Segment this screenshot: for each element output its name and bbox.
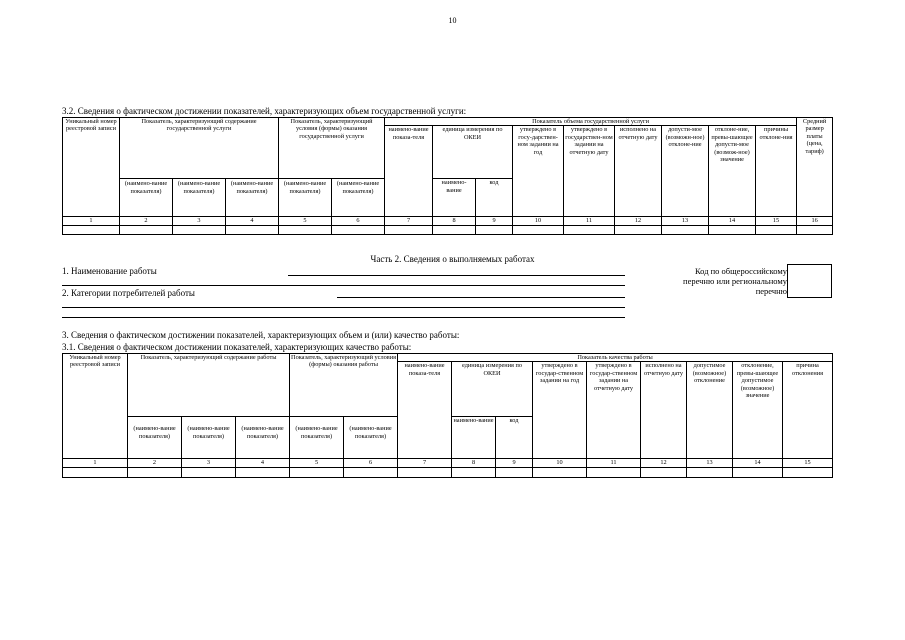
column-number: 15: [783, 459, 833, 468]
table-cell[interactable]: [733, 468, 783, 478]
header-quality-indicator: Показатель качества работы: [398, 354, 833, 362]
table-cell[interactable]: [641, 468, 687, 478]
consumers-line-3[interactable]: [62, 317, 625, 318]
header-content-indicator: Показатель, характеризующий содержание государственной услуги: [120, 118, 279, 179]
column-number: 13: [662, 217, 709, 226]
column-number: 7: [398, 459, 452, 468]
table-cell[interactable]: [433, 226, 476, 235]
header-unique-number: Уникальный номер реестровой записи: [63, 354, 128, 459]
column-number: 15: [756, 217, 797, 226]
sub-indicator-name: (наимено-вание показателя): [290, 417, 344, 459]
column-number: 1: [63, 217, 120, 226]
table-cell[interactable]: [476, 226, 513, 235]
column-number: 3: [173, 217, 226, 226]
table-cell[interactable]: [452, 468, 496, 478]
table-cell[interactable]: [533, 468, 587, 478]
table-cell[interactable]: [587, 468, 641, 478]
header-volume-indicator: Показатель объема государственной услуги: [385, 118, 797, 126]
header-deviation-reason: причина отклонения: [783, 362, 833, 459]
sub-indicator-name: (наимено-вание показателя): [120, 179, 173, 217]
column-number: 2: [128, 459, 182, 468]
column-number: 8: [452, 459, 496, 468]
page-number: 10: [448, 16, 457, 25]
header-excess-deviation: отклоне-ние, превы-шающее допусти-мое (возмож-ное) значение: [709, 126, 756, 217]
column-number: 2: [120, 217, 173, 226]
table-cell[interactable]: [63, 226, 120, 235]
header-excess-deviation: отклонение, превы-шающее допустимое (возможное) значение: [733, 362, 783, 459]
consumers-line-2[interactable]: [62, 307, 625, 308]
column-number: 6: [332, 217, 385, 226]
header-conditions-indicator: Показатель, характеризующий условия (формы) оказания работы: [290, 354, 398, 417]
column-number: 5: [279, 217, 332, 226]
sub-indicator-name: (наимено-вание показателя): [128, 417, 182, 459]
column-number: 12: [641, 459, 687, 468]
section-3-title: 3. Сведения о фактическом достижении показателей, характеризующих объем и (или) качество работы:: [62, 330, 460, 340]
header-allowed-deviation: допустимое (возможное) отклонение: [687, 362, 733, 459]
table-cell[interactable]: [398, 468, 452, 478]
column-number: 7: [385, 217, 433, 226]
table-cell[interactable]: [513, 226, 564, 235]
section-3-1-title: 3.1. Сведения о фактическом достижении показателей, характеризующих качество работы:: [62, 342, 412, 352]
column-number: 10: [513, 217, 564, 226]
header-allowed-deviation: допусти-мое (возможн-ное) отклоне-ние: [662, 126, 709, 217]
code-box[interactable]: [787, 264, 832, 298]
table-cell[interactable]: [564, 226, 615, 235]
sub-unit-code: код: [476, 179, 513, 217]
header-content-indicator: Показатель, характеризующий содержание работы: [128, 354, 290, 417]
column-number: 3: [182, 459, 236, 468]
table-cell[interactable]: [662, 226, 709, 235]
column-number: 12: [615, 217, 662, 226]
sub-unit-code: код: [496, 417, 533, 459]
volume-table: [62, 117, 833, 235]
column-number: 8: [433, 217, 476, 226]
sub-indicator-name: (наимено-вание показателя): [236, 417, 290, 459]
header-approved-date: утверждено в государствен-ном задании на отчетную дату: [564, 126, 615, 217]
quality-table: [62, 353, 833, 478]
sub-indicator-name: (наимено-вание показателя): [279, 179, 332, 217]
table-cell[interactable]: [236, 468, 290, 478]
table-cell[interactable]: [226, 226, 279, 235]
table-cell[interactable]: [344, 468, 398, 478]
sub-unit-name: наимено-вание: [433, 179, 476, 217]
header-approved-date: утверждено в государ-ственном задании на отчетную дату: [587, 362, 641, 459]
table-cell[interactable]: [128, 468, 182, 478]
column-number: 6: [344, 459, 398, 468]
table-cell[interactable]: [709, 226, 756, 235]
column-number: 16: [797, 217, 833, 226]
table-cell[interactable]: [332, 226, 385, 235]
table-cell[interactable]: [615, 226, 662, 235]
sub-indicator-name: (наимено-вание показателя): [344, 417, 398, 459]
header-unit: единица измерения по ОКЕИ: [452, 362, 533, 417]
table-cell[interactable]: [182, 468, 236, 478]
sub-indicator-name: (наимено-вание показателя): [173, 179, 226, 217]
column-number: 4: [226, 217, 279, 226]
table-cell[interactable]: [496, 468, 533, 478]
header-done: исполнено на отчетную дату: [615, 126, 662, 217]
column-number: 5: [290, 459, 344, 468]
sub-indicator-name: (наимено-вание показателя): [226, 179, 279, 217]
sub-unit-name: наимено-вание: [452, 417, 496, 459]
work-name-line-2[interactable]: [62, 285, 625, 286]
column-number: 9: [496, 459, 533, 468]
section-3-2-title: 3.2. Сведения о фактическом достижении показателей, характеризующих объем государственной услуги:: [62, 106, 467, 116]
header-deviation-reason: причины отклоне-ния: [756, 126, 797, 217]
header-approved-year: утверждено в государ-ственном задании на год: [533, 362, 587, 459]
code-label: Код по общероссийскому перечню или региональному перечню: [683, 266, 787, 296]
header-indicator-name: наимено-вание показа-теля: [385, 126, 433, 217]
table-cell[interactable]: [797, 226, 833, 235]
header-conditions-indicator: Показатель, характеризующий условия (формы) оказания государственной услуги: [279, 118, 385, 179]
table-cell[interactable]: [290, 468, 344, 478]
header-indicator-name: наимено-вание показа-теля: [398, 362, 452, 459]
consumers-line[interactable]: [337, 297, 625, 298]
header-done: исполнено на отчетную дату: [641, 362, 687, 459]
column-number: 14: [733, 459, 783, 468]
table-cell[interactable]: [173, 226, 226, 235]
table-cell[interactable]: [63, 468, 128, 478]
column-number: 9: [476, 217, 513, 226]
column-number: 10: [533, 459, 587, 468]
sub-indicator-name: (наимено-вание показателя): [182, 417, 236, 459]
header-average-price: Средний размер платы (цена, тариф): [797, 118, 833, 217]
table-cell[interactable]: [385, 226, 433, 235]
column-number: 14: [709, 217, 756, 226]
column-number: 13: [687, 459, 733, 468]
work-name-line[interactable]: [288, 275, 625, 276]
header-unit: единица измерения по ОКЕИ: [433, 126, 513, 179]
column-number: 11: [587, 459, 641, 468]
table-cell[interactable]: [279, 226, 332, 235]
column-number: 4: [236, 459, 290, 468]
sub-indicator-name: (наимено-вание показателя): [332, 179, 385, 217]
work-name-label: 1. Наименование работы: [62, 266, 157, 276]
table-cell[interactable]: [783, 468, 833, 478]
column-number: 1: [63, 459, 128, 468]
table-cell[interactable]: [120, 226, 173, 235]
header-unique-number: Уникальный номер реестровой записи: [63, 118, 120, 217]
table-cell[interactable]: [756, 226, 797, 235]
header-approved-year: утверждено в госу-дарствен-ном задании на год: [513, 126, 564, 217]
table-cell[interactable]: [687, 468, 733, 478]
part-2-heading: Часть 2. Сведения о выполняемых работах: [370, 254, 535, 264]
column-number: 11: [564, 217, 615, 226]
consumers-label: 2. Категории потребителей работы: [62, 288, 195, 298]
